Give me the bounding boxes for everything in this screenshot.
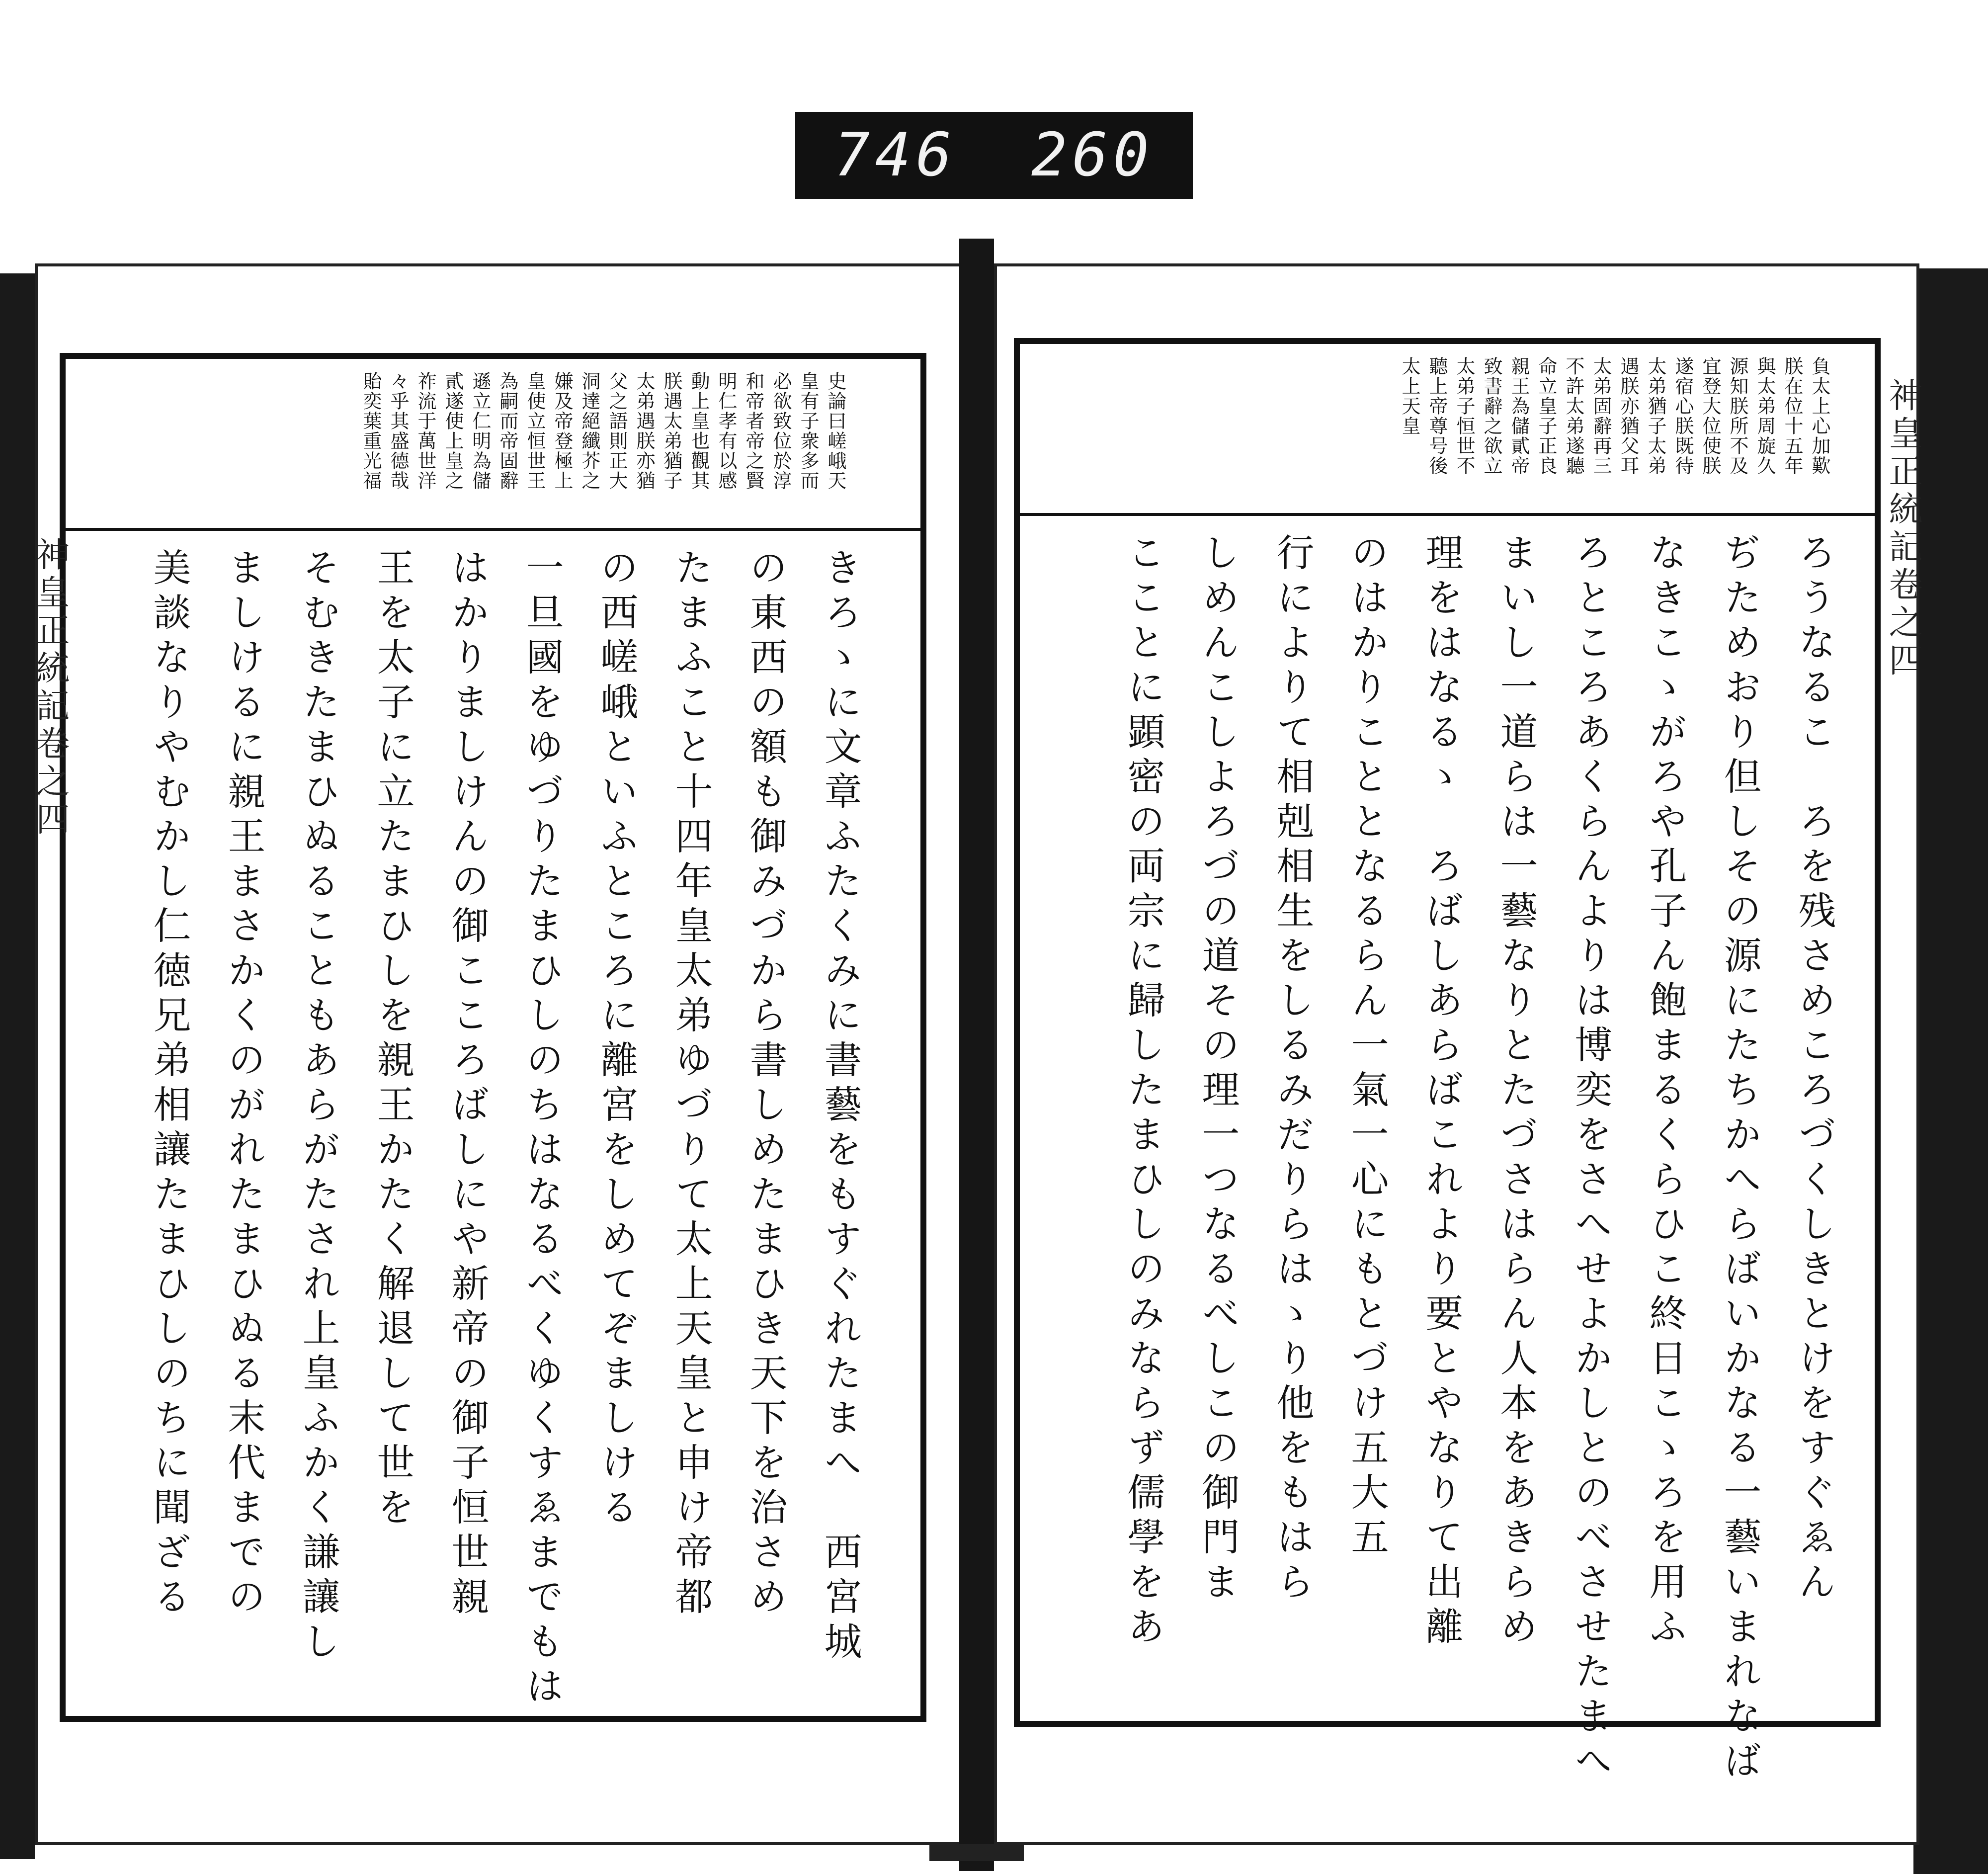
right-text-frame bbox=[1014, 338, 1881, 1786]
right-commentary-col: 朕在位十五年 bbox=[1781, 356, 1803, 476]
left-main-col: ましけるに親王まさかくのがれたまひぬる末代までの bbox=[222, 548, 266, 1621]
left-commentary-col: 動上皇也觀其 bbox=[688, 371, 710, 491]
right-main-col: 行によりて相剋相生をしるみだりらはゝり他をもはら bbox=[1270, 533, 1315, 1607]
right-page-edge-title: 神皇正統記卷之四 bbox=[1883, 378, 1922, 680]
left-commentary-col: 洞達絕纖芥之 bbox=[579, 371, 600, 491]
right-commentary-col: 親王為儲貳帝 bbox=[1508, 356, 1530, 476]
right-commentary-col: 與太弟周旋久 bbox=[1754, 356, 1776, 476]
right-main-col: しめんこしよろづの道その理一つなるべしこの御門ま bbox=[1196, 533, 1240, 1607]
right-main-col: ろうなるこ ろを残さめころづくしきとけをすぐゑん bbox=[1792, 533, 1836, 1607]
left-commentary-col: 朕遇太弟猶子 bbox=[661, 371, 682, 491]
left-commentary-col: 和帝者帝之賢 bbox=[743, 371, 764, 491]
left-main-col: の西嵯峨といふところに離宮をしめてぞましける bbox=[594, 548, 639, 1532]
left-page-edge-title: 神皇正統記卷之四 bbox=[30, 537, 70, 839]
left-main-col: 王を太子に立たまひしを親王かたく解退して世を bbox=[371, 548, 415, 1532]
right-commentary-col: 致書辭之欲立 bbox=[1481, 356, 1502, 476]
left-commentary-col: 史論曰嵯峨天 bbox=[825, 371, 846, 491]
right-commentary-col: 負太上心加歎 bbox=[1809, 356, 1830, 476]
right-commentary-col: 聽上帝尊号後 bbox=[1426, 356, 1448, 476]
left-main-col: きろゝに文章ふたくみに書藝をもすぐれたまへ 西宮城 bbox=[818, 548, 862, 1666]
right-commentary-col: 太弟固辭再三 bbox=[1590, 356, 1612, 476]
left-commentary-col: 嫌及帝登極上 bbox=[551, 371, 573, 491]
right-main-col: のはかりこととなるらん一氣一心にもとづけ五大五 bbox=[1345, 533, 1389, 1562]
right-main-col: まいし一道らは一藝なりとたづさはらん人本をあきらめ bbox=[1494, 533, 1538, 1651]
left-commentary-col: 祚流于萬世洋 bbox=[414, 371, 436, 491]
left-text-frame bbox=[60, 353, 926, 1722]
left-commentary-col: 遜立仁明為儲 bbox=[469, 371, 491, 491]
right-commentary-col: 太弟猶子太弟 bbox=[1645, 356, 1666, 476]
right-main-col: 理をはなるゝ ろばしあらばこれより要とやなりて出離 bbox=[1419, 533, 1464, 1651]
left-commentary-col: 明仁孝有以感 bbox=[715, 371, 737, 491]
left-main-col: たまふこと十四年皇太弟ゆづりて太上天皇と申け帝都 bbox=[669, 548, 713, 1621]
book-gutter bbox=[959, 239, 994, 1871]
right-main-col: ぢためおり但しその源にたちかへらばいかなる一藝いまれなば bbox=[1718, 533, 1762, 1786]
right-commentary-col: 遂宿心朕既待 bbox=[1672, 356, 1694, 476]
right-commentary-col: 太上天皇 bbox=[1399, 356, 1420, 436]
right-commentary-col: 太弟子恒世不 bbox=[1453, 356, 1475, 476]
right-commentary-col: 宜登大位使朕 bbox=[1699, 356, 1721, 476]
right-commentary-col: 遇朕亦猶父耳 bbox=[1617, 356, 1639, 476]
left-commentary-col: 為嗣而帝固辭 bbox=[497, 371, 518, 491]
right-commentary-col: 命立皇子正良 bbox=[1535, 356, 1557, 476]
right-commentary-col: 不許太弟遂聽 bbox=[1563, 356, 1584, 476]
left-commentary-col: 皇有子衆多而 bbox=[797, 371, 819, 491]
left-commentary-col: 父之語則正大 bbox=[606, 371, 628, 491]
left-main-col: 美談なりやむかし仁徳兄弟相讓たまひしのちに聞ざる bbox=[147, 548, 191, 1621]
left-commentary-col: 太弟遇朕亦猶 bbox=[633, 371, 655, 491]
left-main-col: 一旦國をゆづりたまひしのちはなるべくゆくすゑまでもは bbox=[520, 548, 564, 1711]
book-spread bbox=[0, 229, 1988, 1861]
binding-tape bbox=[929, 1844, 1024, 1861]
right-main-col: こことに顕密の両宗に歸したまひしのみならず儒學をあ bbox=[1121, 533, 1165, 1651]
left-commentary-col: 皇使立恒世王 bbox=[524, 371, 546, 491]
left-commentary-col: 貽奕葉重光福 bbox=[360, 371, 382, 491]
left-main-col: の東西の額も御みづから書しめたまひき天下を治さめ bbox=[744, 548, 788, 1621]
left-cover-edge bbox=[0, 273, 35, 1859]
left-main-col: はかりましけんの御こころばしにや新帝の御子恒世親 bbox=[445, 548, 490, 1621]
collection-label bbox=[795, 112, 1193, 199]
left-commentary-header bbox=[66, 359, 920, 531]
right-main-col: ろところあくらんよりは博奕をさへせよかしとのべさせたまへ bbox=[1569, 533, 1613, 1786]
left-commentary-col: 貳遂使上皇之 bbox=[442, 371, 464, 491]
label-right-number: 260 bbox=[1031, 121, 1154, 190]
left-commentary-col: 必欲致位於淳 bbox=[770, 371, 792, 491]
label-left-number: 746 bbox=[834, 121, 957, 190]
right-commentary-col: 源知朕所不及 bbox=[1727, 356, 1748, 476]
left-main-col: そむきたまひぬることもあらがたされ上皇ふかく謙讓し bbox=[296, 548, 340, 1666]
left-commentary-col: 々乎其盛德哉 bbox=[387, 371, 409, 491]
right-main-col: なきこゝがろや孔子ん飽まるくらひこ終日こゝろを用ふ bbox=[1643, 533, 1687, 1651]
